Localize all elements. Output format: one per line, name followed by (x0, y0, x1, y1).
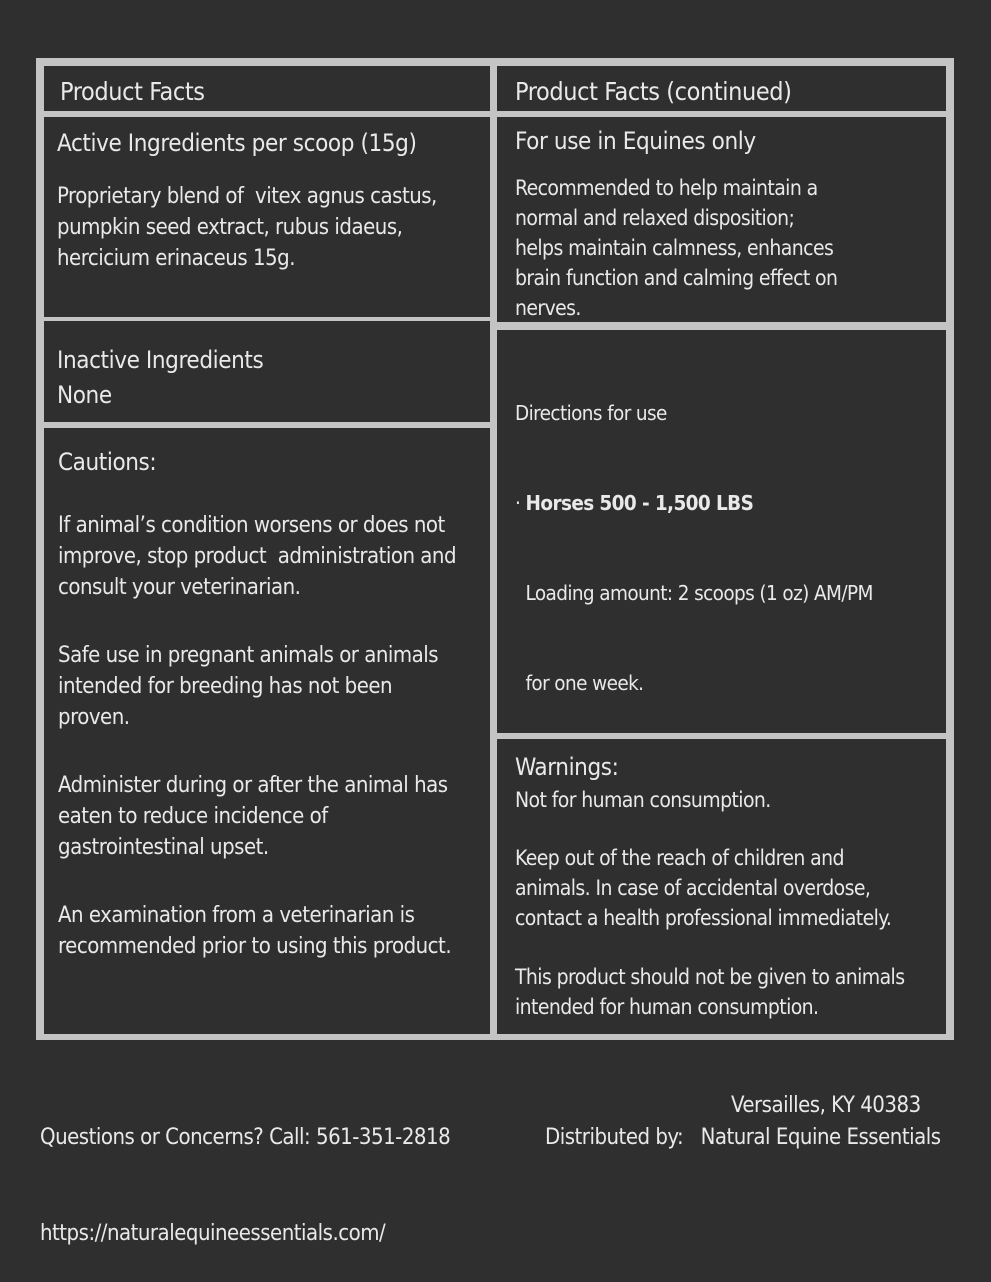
active-ingredients-title: Active Ingredients per scoop (15g) (57, 129, 417, 157)
footer-distributor (545, 1058, 941, 1186)
cautions-paragraph-4: An examination from a veterinarian is recommended prior to using this product. (58, 903, 452, 959)
equine-use-cell (497, 117, 946, 322)
website-link[interactable]: https://naturalequineessentials.com/ (40, 1221, 386, 1246)
cautions-cell (44, 428, 490, 1034)
inactive-ingredients-value: None (57, 381, 112, 409)
warnings-paragraph-1: Not for human consumption. (515, 788, 771, 812)
warnings-title: Warnings: (515, 753, 619, 781)
left-header-cell (44, 66, 490, 111)
left-header-title: Product Facts (60, 77, 205, 106)
inactive-ingredients-cell (44, 321, 490, 422)
active-ingredients-text: Proprietary blend of vitex agnus castus, pumpkin seed extract, rubus idaeus, hercicium erinaceus 15g. (57, 184, 437, 271)
equine-use-text: Recommended to help maintain a normal and relaxed disposition; helps maintain calmness, enhances brain function and calming effect on nerves. (515, 176, 838, 320)
directions-title: Directions for use (515, 401, 667, 425)
cautions-paragraph-3: Administer during or after the animal has eaten to reduce incidence of gastrointestinal upset. (58, 773, 448, 860)
warnings-cell (497, 739, 946, 1034)
directions-text: Directions for use · Horses 500 - 1,500 LBS Loading amount: 2 scoops (1 oz) AM/PM for one week. (515, 338, 884, 733)
active-ingredients-cell (44, 117, 490, 317)
warnings-paragraph-2: Keep out of the reach of children and animals. In case of accidental overdose, contact a health professional immediately. (515, 846, 892, 930)
distributor-line: Distributed by: Natural Equine Essentials (545, 1125, 941, 1150)
directions-group-1-heading: · Horses 500 - 1,500 LBS (515, 491, 754, 515)
questions-phone: Questions or Concerns? Call: 561-351-2818 (40, 1125, 451, 1150)
directions-cell (497, 330, 946, 733)
equine-use-title: For use in Equines only (515, 127, 756, 155)
cautions-paragraph-1: If animal’s condition worsens or does not improve, stop product administration and consult your veterinarian. (58, 513, 457, 600)
inactive-ingredients-title: Inactive Ingredients (57, 346, 264, 374)
right-header-cell (497, 66, 946, 111)
warnings-paragraph-3: This product should not be given to animals intended for human consumption. (515, 965, 905, 1019)
distributor-address: Versailles, KY 40383 (731, 1093, 921, 1118)
cautions-paragraph-2: Safe use in pregnant animals or animals intended for breeding has not been proven. (58, 643, 439, 730)
cautions-title: Cautions: (58, 448, 157, 476)
right-header-title: Product Facts (continued) (515, 77, 792, 106)
footer-contact (40, 1058, 450, 1282)
